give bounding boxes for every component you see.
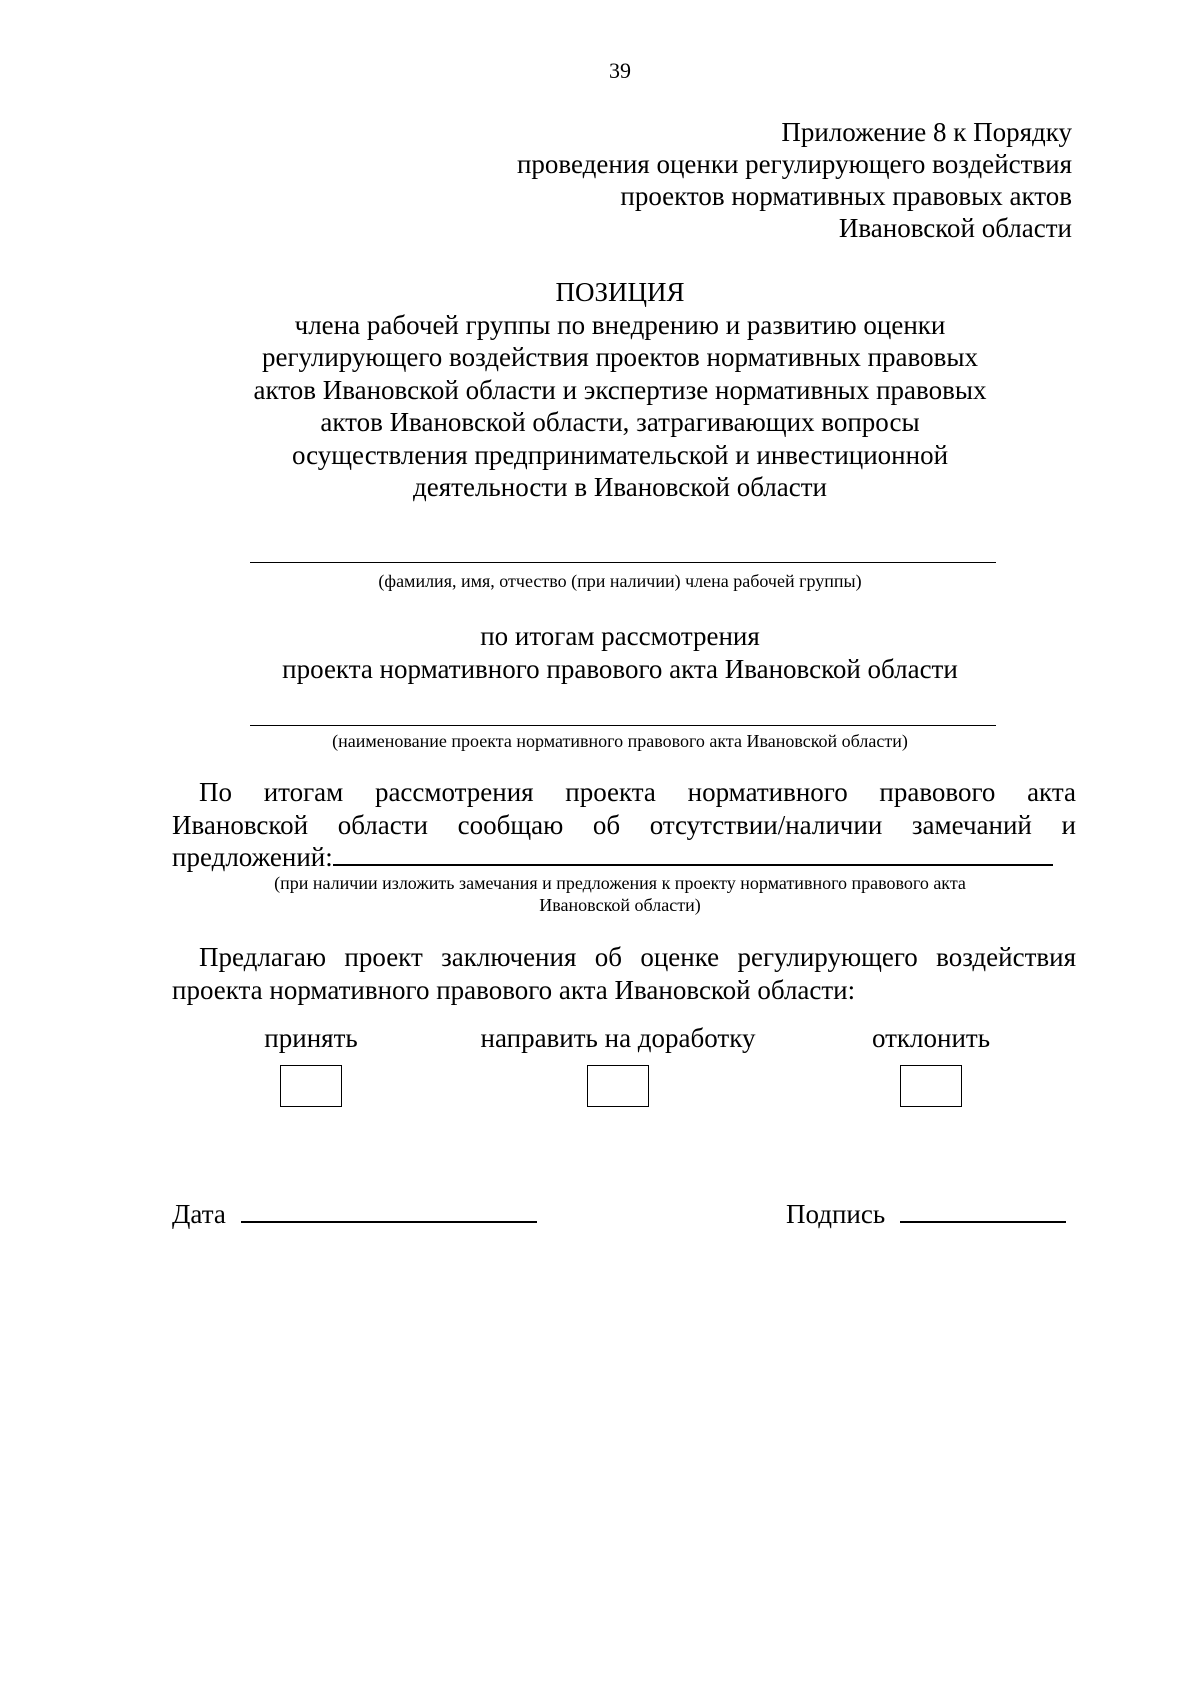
date-label: Дата [172, 1199, 226, 1229]
act-name-caption: (наименование проекта нормативного правового акта Ивановской области) [332, 731, 908, 751]
proposal-word: проект [344, 942, 423, 972]
appendix-line: проектов нормативных правовых актов [620, 181, 1072, 211]
option-revise [438, 1022, 798, 1107]
proposal-paragraph [172, 941, 1076, 1006]
appendix-line: Ивановской области [838, 213, 1072, 243]
signature-field[interactable] [900, 1199, 1066, 1223]
proposal-line-1 [172, 941, 1076, 974]
remarks-caption-line: Ивановской области) [539, 895, 701, 915]
option-accept-label: принять [264, 1023, 358, 1053]
option-accept [131, 1022, 491, 1107]
review-heading [0, 620, 1200, 685]
remarks-word: Ивановской [172, 809, 309, 840]
remarks-paragraph [172, 776, 1076, 874]
remarks-word: По [199, 777, 232, 807]
appendix-line: Приложение 8 к Порядку [781, 117, 1072, 147]
remarks-label: предложений: [172, 842, 333, 872]
title-line: актов Ивановской области, затрагивающих вопросы [320, 407, 920, 437]
signature-row [786, 1198, 1066, 1230]
document-title [0, 276, 1200, 504]
proposal-word: регулирующего [737, 942, 918, 972]
option-reject-label: отклонить [871, 1023, 991, 1053]
proposal-word: Предлагаю [199, 942, 327, 972]
title-line: осуществления предпринимательской и инвестиционной [291, 439, 949, 470]
remarks-word: и [1061, 809, 1076, 840]
signature-label: Подпись [786, 1199, 886, 1229]
proposal-line-2: проекта нормативного правового акта Ивановской области: [172, 974, 856, 1005]
remarks-word: проекта [565, 777, 656, 807]
proposal-word: оценке [640, 942, 720, 972]
proposal-word: воздействия [936, 942, 1076, 972]
option-revise-label: направить на доработку [480, 1023, 756, 1053]
remarks-word: правового [879, 777, 996, 807]
appendix-header [517, 116, 1072, 244]
remarks-word: об [592, 809, 621, 840]
remarks-word: замечаний [911, 809, 1032, 840]
revise-checkbox[interactable] [587, 1065, 649, 1107]
act-name-field[interactable] [250, 725, 996, 726]
remarks-word: отсутствии/наличии [649, 809, 883, 840]
title-line: регулирующего воздействия проектов нормативных правовых [261, 342, 978, 372]
remarks-word: области [337, 809, 428, 840]
remarks-line-1 [172, 776, 1076, 809]
date-field[interactable] [241, 1199, 537, 1223]
member-name-caption: (фамилия, имя, отчество (при наличии) члена рабочей группы) [378, 571, 862, 591]
remarks-word: итогам [263, 777, 344, 807]
remarks-word: акта [1027, 777, 1076, 807]
review-line: проекта нормативного правового акта Ивановской области [282, 653, 958, 684]
title-line: актов Ивановской области и экспертизе нормативных правовых [253, 374, 987, 405]
decision-options [0, 1022, 1200, 1122]
date-row [172, 1198, 537, 1230]
remarks-line-2 [172, 809, 1076, 842]
proposal-word: заключения [441, 942, 577, 972]
reject-checkbox[interactable] [900, 1065, 962, 1107]
page-number: 39 [609, 58, 631, 83]
accept-checkbox[interactable] [280, 1065, 342, 1107]
review-line: по итогам рассмотрения [480, 621, 760, 651]
remarks-field[interactable] [333, 842, 1053, 866]
remarks-caption [0, 872, 1200, 916]
title-line: деятельности в Ивановской области [413, 472, 827, 502]
remarks-word: рассмотрения [374, 777, 534, 807]
remarks-word: сообщаю [457, 809, 564, 840]
remarks-word: нормативного [687, 777, 848, 807]
remarks-caption-line: (при наличии изложить замечания и предложения к проекту нормативного правового акта [274, 873, 966, 893]
option-reject [751, 1022, 1111, 1107]
appendix-line: проведения оценки регулирующего воздействия [516, 149, 1072, 179]
title-heading: ПОЗИЦИЯ [555, 277, 685, 307]
proposal-word: об [594, 942, 622, 972]
remarks-line-3 [172, 841, 1076, 874]
title-line: члена рабочей группы по внедрению и развитию оценки [294, 309, 946, 340]
member-name-field[interactable] [250, 562, 996, 563]
